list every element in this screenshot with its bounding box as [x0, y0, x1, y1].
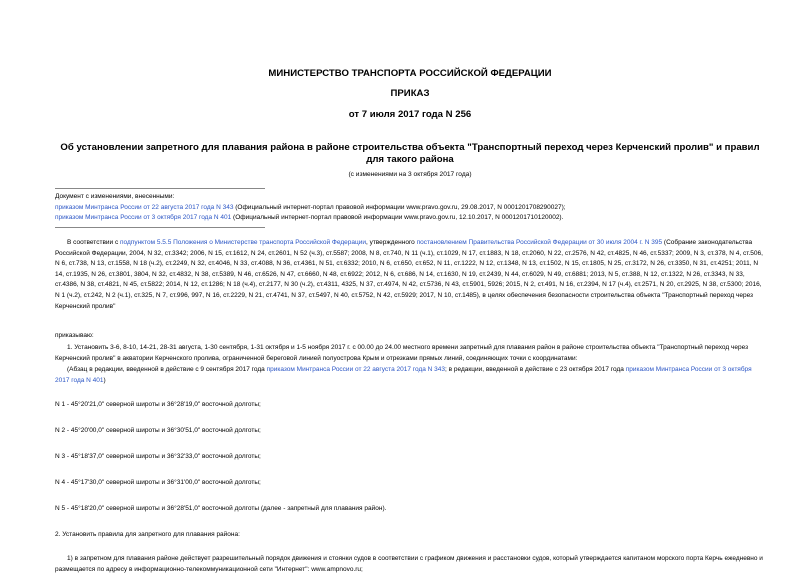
amendment-item — [55, 213, 765, 224]
date-number-heading: от 7 июля 2017 года N 256 — [348, 109, 472, 120]
note-link-343[interactable]: приказом Минтранса России от 22 августа 2017 года N 343 — [266, 366, 446, 373]
note-text: ) — [103, 376, 106, 384]
amendments-block — [55, 192, 765, 224]
preamble-text: В соответствии с — [67, 239, 121, 246]
amendment-source: (Официальный интернет-портал правовой информации www.pravo.gov.ru, 29.08.2017, N 0001201708290027); — [233, 203, 566, 211]
coordinate-point-2: N 2 - 45°20'00,0" северной широты и 36°30'51,0" восточной долготы; — [55, 427, 261, 434]
amendments-bottom-divider — [55, 227, 265, 228]
government-decree-link[interactable]: постановлением Правительства Российской Федерации от 30 июля 2004 г. N 395 — [416, 239, 663, 246]
item-1-paragraph — [55, 343, 765, 364]
changes-note: (с изменениями на 3 октября 2017 года) — [348, 171, 472, 178]
coordinate-point-5: N 5 - 45°18'20,0" северной широты и 36°28'51,0" восточной долготы (далее - запретный для плавания район). — [55, 505, 387, 512]
regulation-link[interactable]: подпунктом 5.5.5 Положения о Министерстве транспорта Российской Федерации — [120, 239, 366, 246]
note-text: ; в редакции, введенной в действие с 23 октября 2017 года — [445, 366, 626, 373]
item-2-1-text: 1) в запретном для плавания районе действует разрешительный порядок движения и стоянки судов в соответствии с графиком движения и расстановки судов, который утверждается капитаном морского порта Керчь ежедневно и размещается по адресу в информационно-телекоммуникационной сети "Интернет": www.ampnovo.ru; — [55, 555, 763, 573]
coordinate-point-3: N 3 - 45°18'37,0" северной широты и 36°32'33,0" восточной долготы; — [55, 453, 261, 460]
amendment-link-343[interactable]: приказом Минтранса России от 22 августа 2017 года N 343 — [55, 203, 234, 211]
preamble-text: (Собрание законодательства Российской Федерации, 2004, N 32, ст.3342; 2006, N 15, ст.1612, N 24, ст.2601, N 52 (ч.3), ст.5587; 2008, N 8, ст.740, N 11 (ч.1), ст.1029, N 17, ст.1883, N 18, ст.2060, N 22, ст.2576, N 42, ст.4825, N 46, ст.5337; 2009, N 3, ст.378, N 4, ст.506, N 6, ст.738, N 13, ст.1558, N 18 (ч.2), ст.2249, N 32, ст.4046, N 33, ст.4088, N 36, ст.4361, N 51, ст.6332; 2010, N 6, ст.650, ст.652, N 11, ст.1222, N 12, ст.1348, N 13, ст.1502, N 15, ст.1805, N 25, ст.3172, N 26, ст.3350, N 31, ст.4251; 2011, N 14, ст.1935, N 26, ст.3801, 3804, N 32, ст.4832, N 38, ст.5389, N 46, ст.6526, N 47, ст.6660, N 48, ст.6922; 2012, N 6, ст.686, N 14, ст.1630, N 19, ст.2439, N 44, ст.6029, N 49, ст.6881; 2013, N 5, ст.388, N 12, ст.1322, N 26, ст.3343, N 33, ст.4386, N 38, ст.4821, N 45, ст.5822; 2014, N 12, ст.1286; N 18 (ч.4), ст.2177, N 30 (ч.2), ст.4311, 4325, N 37, ст.4974, N 42, ст.5736, N 43, ст.5901, 5926; 2015, N 2, ст.491, N 16, ст.2394, N 17 (ч.4), ст.2571, N 20, ст.2925, N 38, ст.5300; 2016, N 1 (ч.2), ст.242, N 2 (ч.1), ст.325, N 7, ст.996, 997, N 16, ст.2229, N 21, ст.4741, N 37, ст.5497, N 40, ст.5752, N 42, ст.5929; 2017, N 10, ст.1485), в целях обеспечения безопасности строительства объекта "Транспортный переход через Керченский пролив" — [55, 239, 763, 310]
preamble-paragraph — [55, 238, 765, 312]
amendment-source: (Официальный интернет-портал правовой информации www.pravo.gov.ru, 12.10.2017, N 0001201710120002). — [231, 214, 564, 222]
order-word: приказываю: — [55, 332, 94, 339]
item-2-heading: 2. Установить правила для запретного для плавания района: — [55, 531, 240, 538]
document-title: Об установлении запретного для плавания района в районе строительства объекта "Транспортный переход через Керченский пролив" и правил для такого района — [60, 142, 760, 165]
coordinate-point-1: N 1 - 45°20'21,0" северной широты и 36°28'19,0" восточной долготы; — [55, 401, 261, 408]
item-1-note — [55, 365, 765, 386]
item-2-1-paragraph — [55, 554, 765, 575]
note-text: (Абзац в редакции, введенной в действие с 9 сентября 2017 года — [67, 366, 267, 373]
ministry-heading: МИНИСТЕРСТВО ТРАНСПОРТА РОССИЙСКОЙ ФЕДЕРАЦИИ — [268, 68, 552, 79]
amendment-link-401[interactable]: приказом Минтранса России от 3 октября 2017 года N 401 — [55, 214, 232, 222]
doc-type-heading: ПРИКАЗ — [390, 88, 430, 99]
preamble-text: , утвержденного — [365, 239, 417, 246]
amendments-top-divider — [55, 188, 265, 189]
amendments-intro: Документ с изменениями, внесенными: — [55, 193, 175, 200]
amendment-item — [55, 203, 765, 214]
item-1-text: 1. Установить 3-6, 8-10, 14-21, 28-31 августа, 1-30 сентября, 1-31 октября и 1-5 ноября 2017 г. с 00.00 до 24.00 местного времени запретный для плавания район в районе строительства объекта "Транспортный переход через Керченский пролив" в акватории Керченского пролива, ограниченной береговой линией полуострова Крым и отрезками прямых линий, соединяющих точки с координатами: — [55, 344, 749, 362]
note-link-401[interactable]: приказом Минтранса России от 3 октября 2017 года N 401 — [55, 366, 752, 384]
coordinate-point-4: N 4 - 45°17'30,0" северной широты и 36°31'00,0" восточной долготы; — [55, 479, 261, 486]
